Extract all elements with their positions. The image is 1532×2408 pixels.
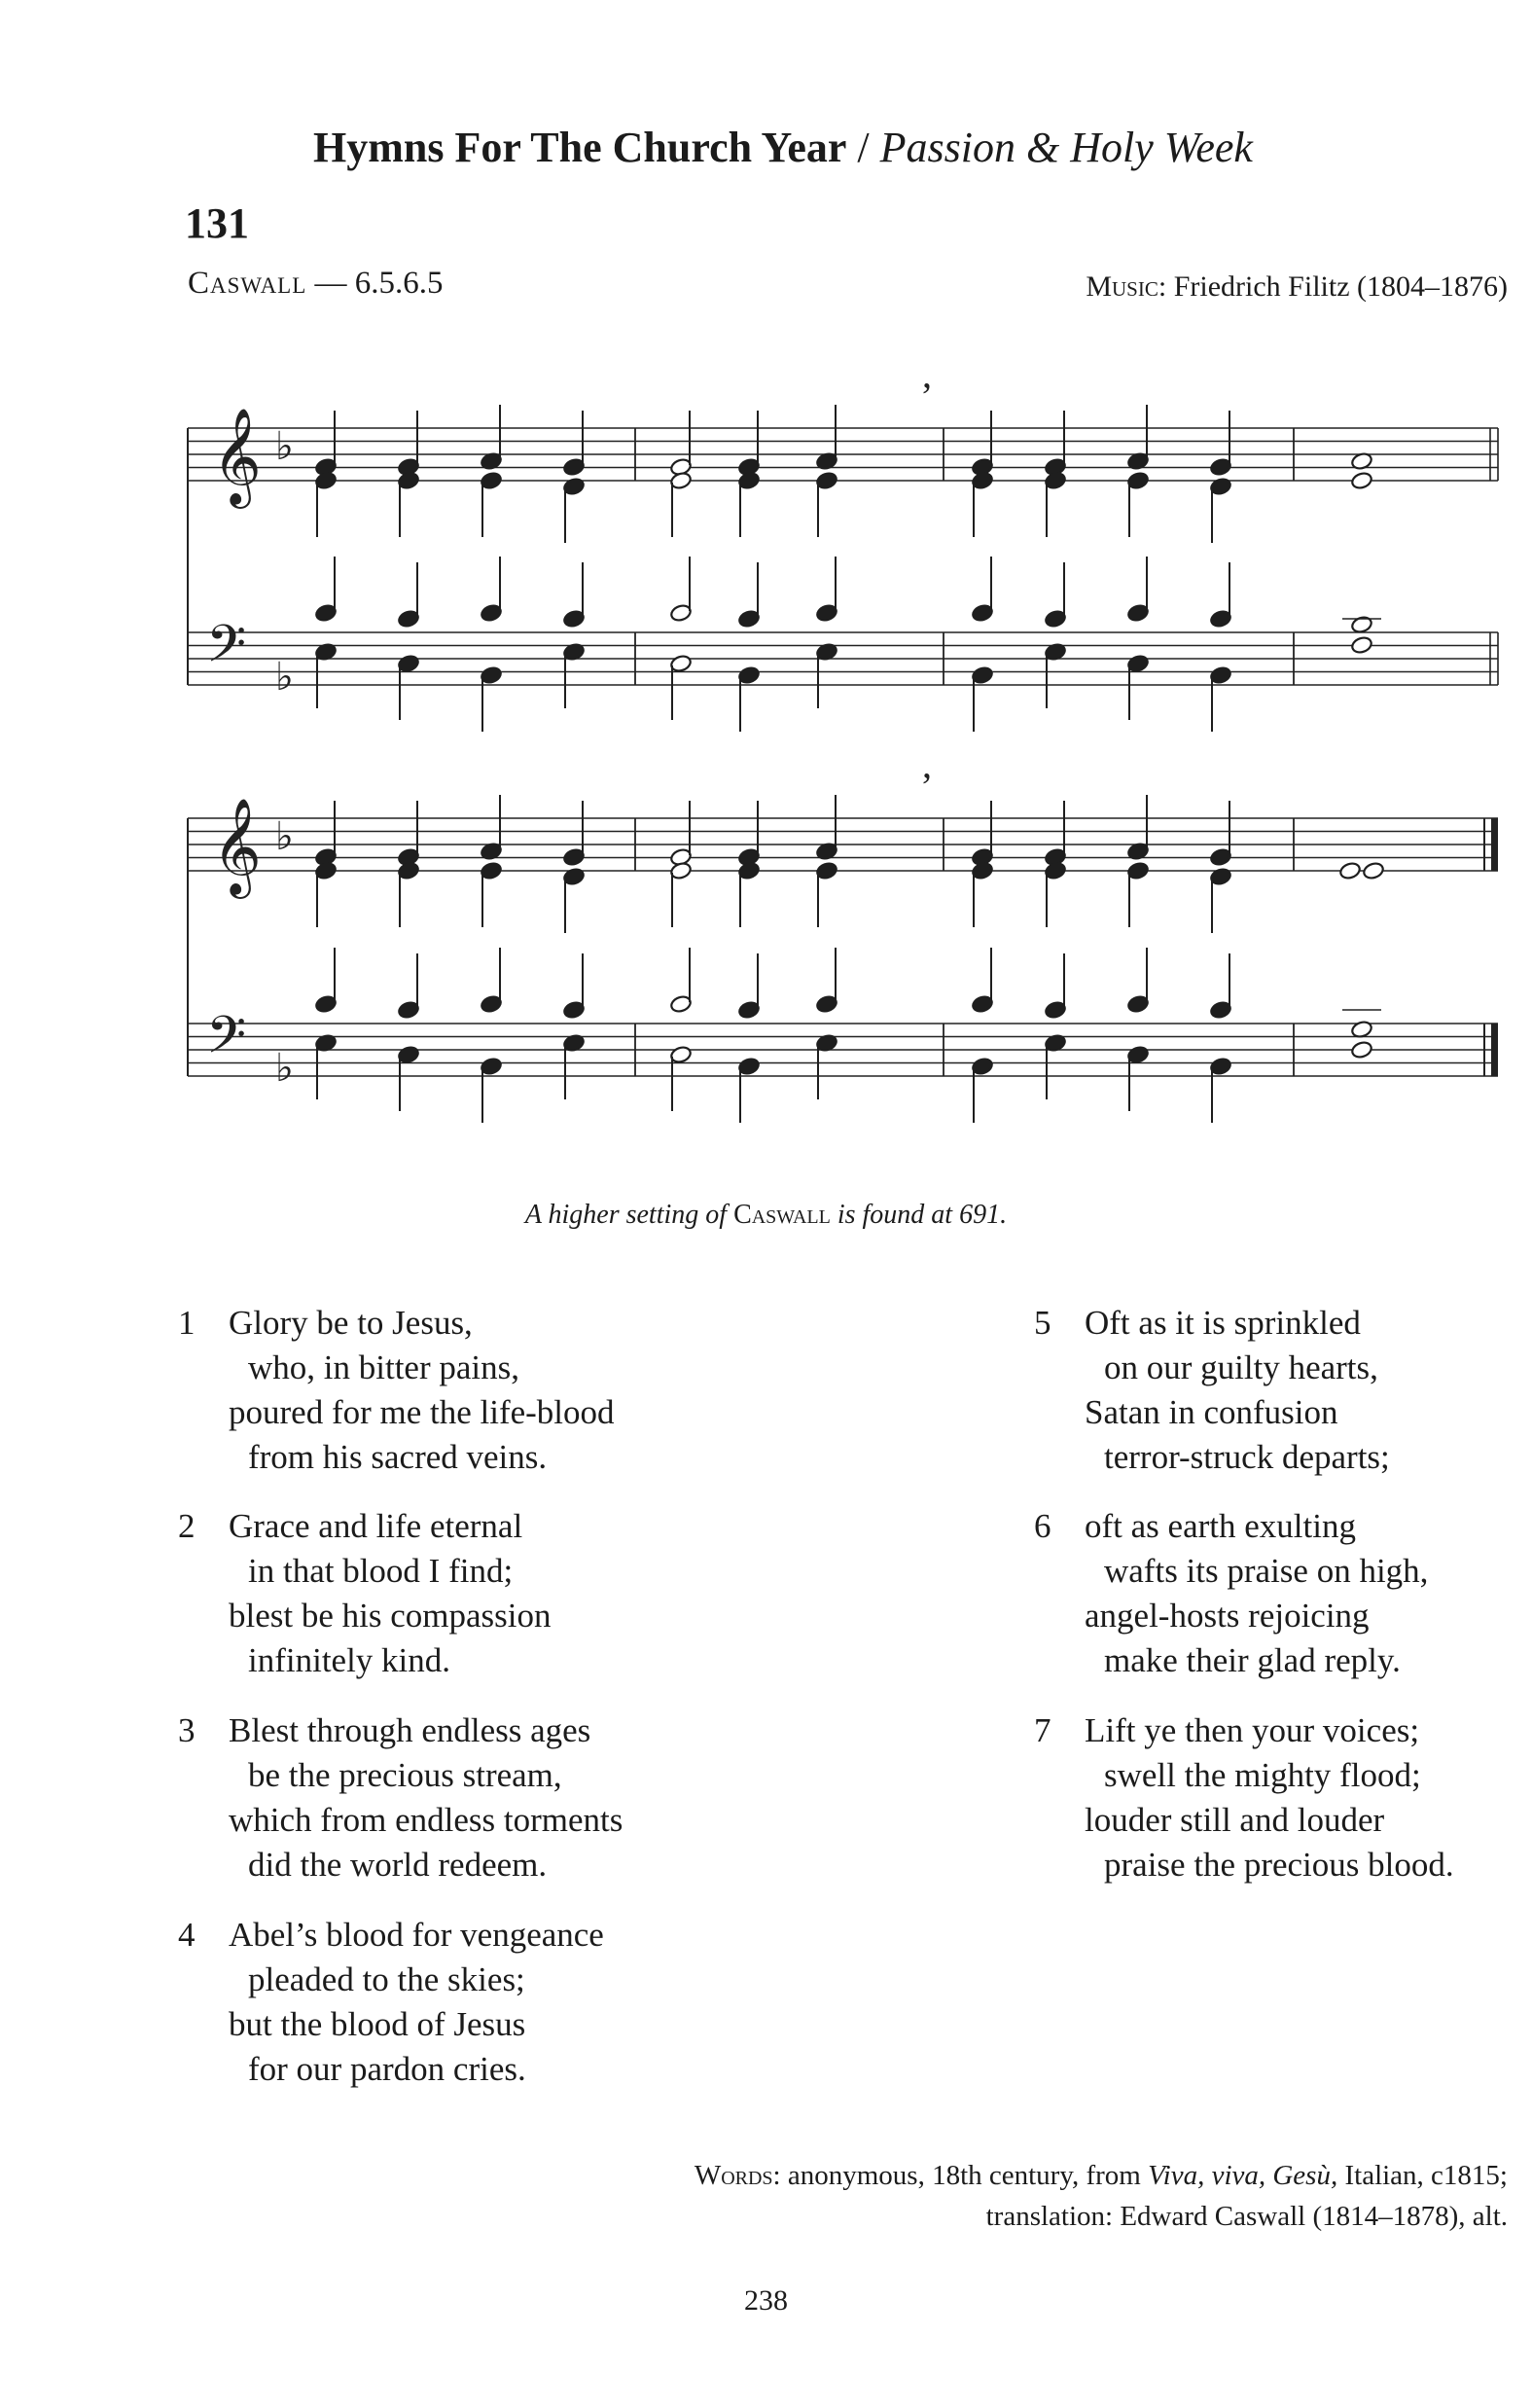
composer: Friedrich Filitz (1804–1876) — [1166, 270, 1508, 303]
page-number: 238 — [744, 2284, 788, 2317]
verse-number: 2 — [178, 1507, 196, 1545]
treble-clef-icon: 𝄞 — [212, 408, 262, 505]
whole-note — [1338, 861, 1362, 881]
flat-icon: ♭ — [275, 814, 294, 859]
verse-number: 4 — [178, 1916, 196, 1954]
verse-4 — [178, 1913, 604, 2092]
verse-1 — [178, 1301, 615, 1480]
verse-line: poured for me the life-blood — [229, 1393, 615, 1431]
words-credit — [695, 2155, 1508, 2237]
verse-7 — [1034, 1708, 1454, 1887]
final-barline-thick — [1491, 818, 1498, 871]
verse-line: Satan in confusion — [1085, 1393, 1338, 1431]
whole-note — [1362, 861, 1385, 881]
verse-line: did the world redeem. — [248, 1846, 548, 1884]
verse-line: on our guilty hearts, — [1104, 1348, 1378, 1386]
section-title: Hymns For The Church Year — [313, 124, 847, 171]
verse-line: Abel’s blood for vengeance — [229, 1916, 604, 1954]
header-separator: / — [846, 124, 880, 171]
flat-icon: ♭ — [275, 1046, 294, 1091]
setting-note-ref: is found at 691. — [830, 1200, 1008, 1230]
treble-clef-icon: 𝄞 — [212, 798, 262, 895]
verse-line: Oft as it is sprinkled — [1085, 1304, 1361, 1342]
verse-line: blest be his compassion — [229, 1597, 552, 1635]
flat-icon: ♭ — [275, 424, 294, 469]
verse-line: but the blood of Jesus — [229, 2005, 526, 2043]
verse-line: wafts its praise on high, — [1104, 1552, 1429, 1590]
whole-note — [1350, 1040, 1373, 1060]
verse-3 — [178, 1708, 623, 1887]
verse-number: 5 — [1034, 1304, 1051, 1342]
meter: — 6.5.6.5 — [306, 266, 444, 301]
verse-number: 6 — [1034, 1507, 1051, 1545]
verse-line: pleaded to the skies; — [248, 1960, 525, 1998]
bass-clef-icon: 𝄢 — [206, 615, 247, 687]
whole-note — [1350, 635, 1373, 655]
words-credit-line — [695, 2155, 1508, 2196]
flat-icon: ♭ — [275, 655, 294, 700]
verse-line: louder still and louder — [1085, 1801, 1385, 1839]
source-title: Viva, viva, Gesù, — [1148, 2160, 1338, 2191]
source-rest: Italian, c1815; — [1337, 2160, 1508, 2191]
verse-line: be the precious stream, — [248, 1756, 562, 1794]
whole-note — [1350, 615, 1373, 634]
words-label: Words: — [694, 2160, 781, 2191]
verse-line: who, in bitter pains, — [248, 1348, 519, 1386]
translation-credit: translation: Edward Caswall (1814–1878), alt. — [985, 2201, 1508, 2232]
verse-line: swell the mighty flood; — [1104, 1756, 1421, 1794]
verse-number: 7 — [1034, 1711, 1051, 1749]
breath-mark: , — [922, 352, 932, 396]
words-text: anonymous, 18th century, from — [780, 2160, 1149, 2191]
verse-line: in that blood I find; — [248, 1552, 514, 1590]
verse-line: make their glad reply. — [1104, 1641, 1401, 1679]
breath-mark: , — [922, 742, 932, 786]
verse-line: Grace and life eternal — [229, 1507, 523, 1545]
verse-line: angel-hosts rejoicing — [1085, 1597, 1370, 1635]
verse-line: for our pardon cries. — [248, 2050, 526, 2088]
whole-note — [1350, 471, 1373, 490]
verse-6 — [1034, 1504, 1428, 1683]
setting-note-tune: Caswall — [733, 1200, 831, 1230]
verse-line: praise the precious blood. — [1104, 1846, 1454, 1884]
verse-line: from his sacred veins. — [248, 1438, 548, 1476]
verse-5 — [1034, 1301, 1390, 1480]
music-score — [0, 0, 1532, 1168]
bass-clef-icon: 𝄢 — [206, 1006, 247, 1078]
verse-line: Lift ye then your voices; — [1085, 1711, 1420, 1749]
verse-number: 3 — [178, 1711, 196, 1749]
verse-line: which from endless torments — [229, 1801, 623, 1839]
tune-name: Caswall — [188, 266, 307, 301]
verse-number: 1 — [178, 1304, 196, 1342]
final-barline-thick — [1491, 1024, 1498, 1076]
section-subtitle: Passion & Holy Week — [879, 124, 1253, 171]
verse-line: oft as earth exulting — [1085, 1507, 1356, 1545]
verse-line: infinitely kind. — [248, 1641, 451, 1679]
setting-note-text: A higher setting of — [524, 1200, 734, 1230]
hymn-number: 131 — [185, 199, 249, 247]
verse-line: Blest through endless ages — [229, 1711, 591, 1749]
verse-2 — [178, 1504, 552, 1683]
music-label: Music: — [1086, 270, 1167, 303]
verse-line: terror-struck departs; — [1104, 1438, 1390, 1476]
setting-note — [0, 1200, 1532, 1231]
verse-line: Glory be to Jesus, — [229, 1304, 473, 1342]
